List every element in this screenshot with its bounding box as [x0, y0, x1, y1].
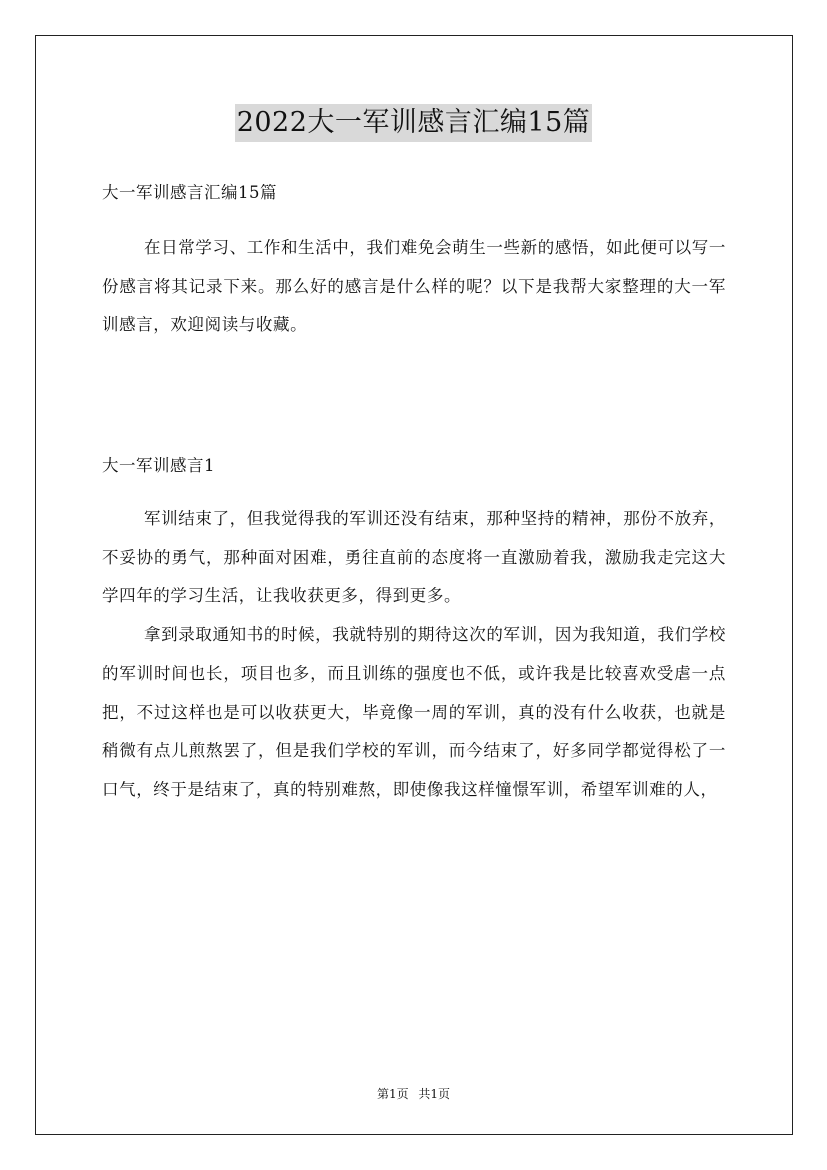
intro-paragraph: 在日常学习、工作和生活中，我们难免会萌生一些新的感悟，如此便可以写一份感言将其记录下来。那么好的感言是什么样的呢？以下是我帮大家整理的大一军训感言，欢迎阅读与收藏。	[102, 238, 726, 335]
document-subtitle: 大一军训感言汇编15篇	[102, 183, 277, 202]
page-total: 共1页	[418, 1087, 451, 1101]
page-number: 第1页	[376, 1087, 409, 1101]
page-footer	[0, 1085, 827, 1102]
document-title: 2022大一军训感言汇编15篇	[235, 104, 593, 142]
title-wrap	[0, 104, 827, 142]
section-body	[102, 500, 726, 810]
body-paragraph-1: 军训结束了，但我觉得我的军训还没有结束，那种坚持的精神，那份不放弃，不妥协的勇气，那种面对困难，勇往直前的态度将一直激励着我，激励我走完这大学四年的学习生活，让我收获更多，得到更多。	[102, 509, 726, 606]
section-heading: 大一军训感言1	[102, 456, 215, 475]
body-paragraph-2: 拿到录取通知书的时候，我就特别的期待这次的军训，因为我知道，我们学校的军训时间也长，项目也多，而且训练的强度也不低，或许我是比较喜欢受虐一点把，不过这样也是可以收获更大，毕竟像一周的军训，真的没有什么收获，也就是稍微有点儿煎熬罢了，但是我们学校的军训，而今结束了，好多同学都觉得松了一口气，终于是结束了，真的特别难熬，即使像我这样憧憬军训，希望军训难的人，	[102, 625, 726, 799]
intro-section	[102, 229, 726, 345]
